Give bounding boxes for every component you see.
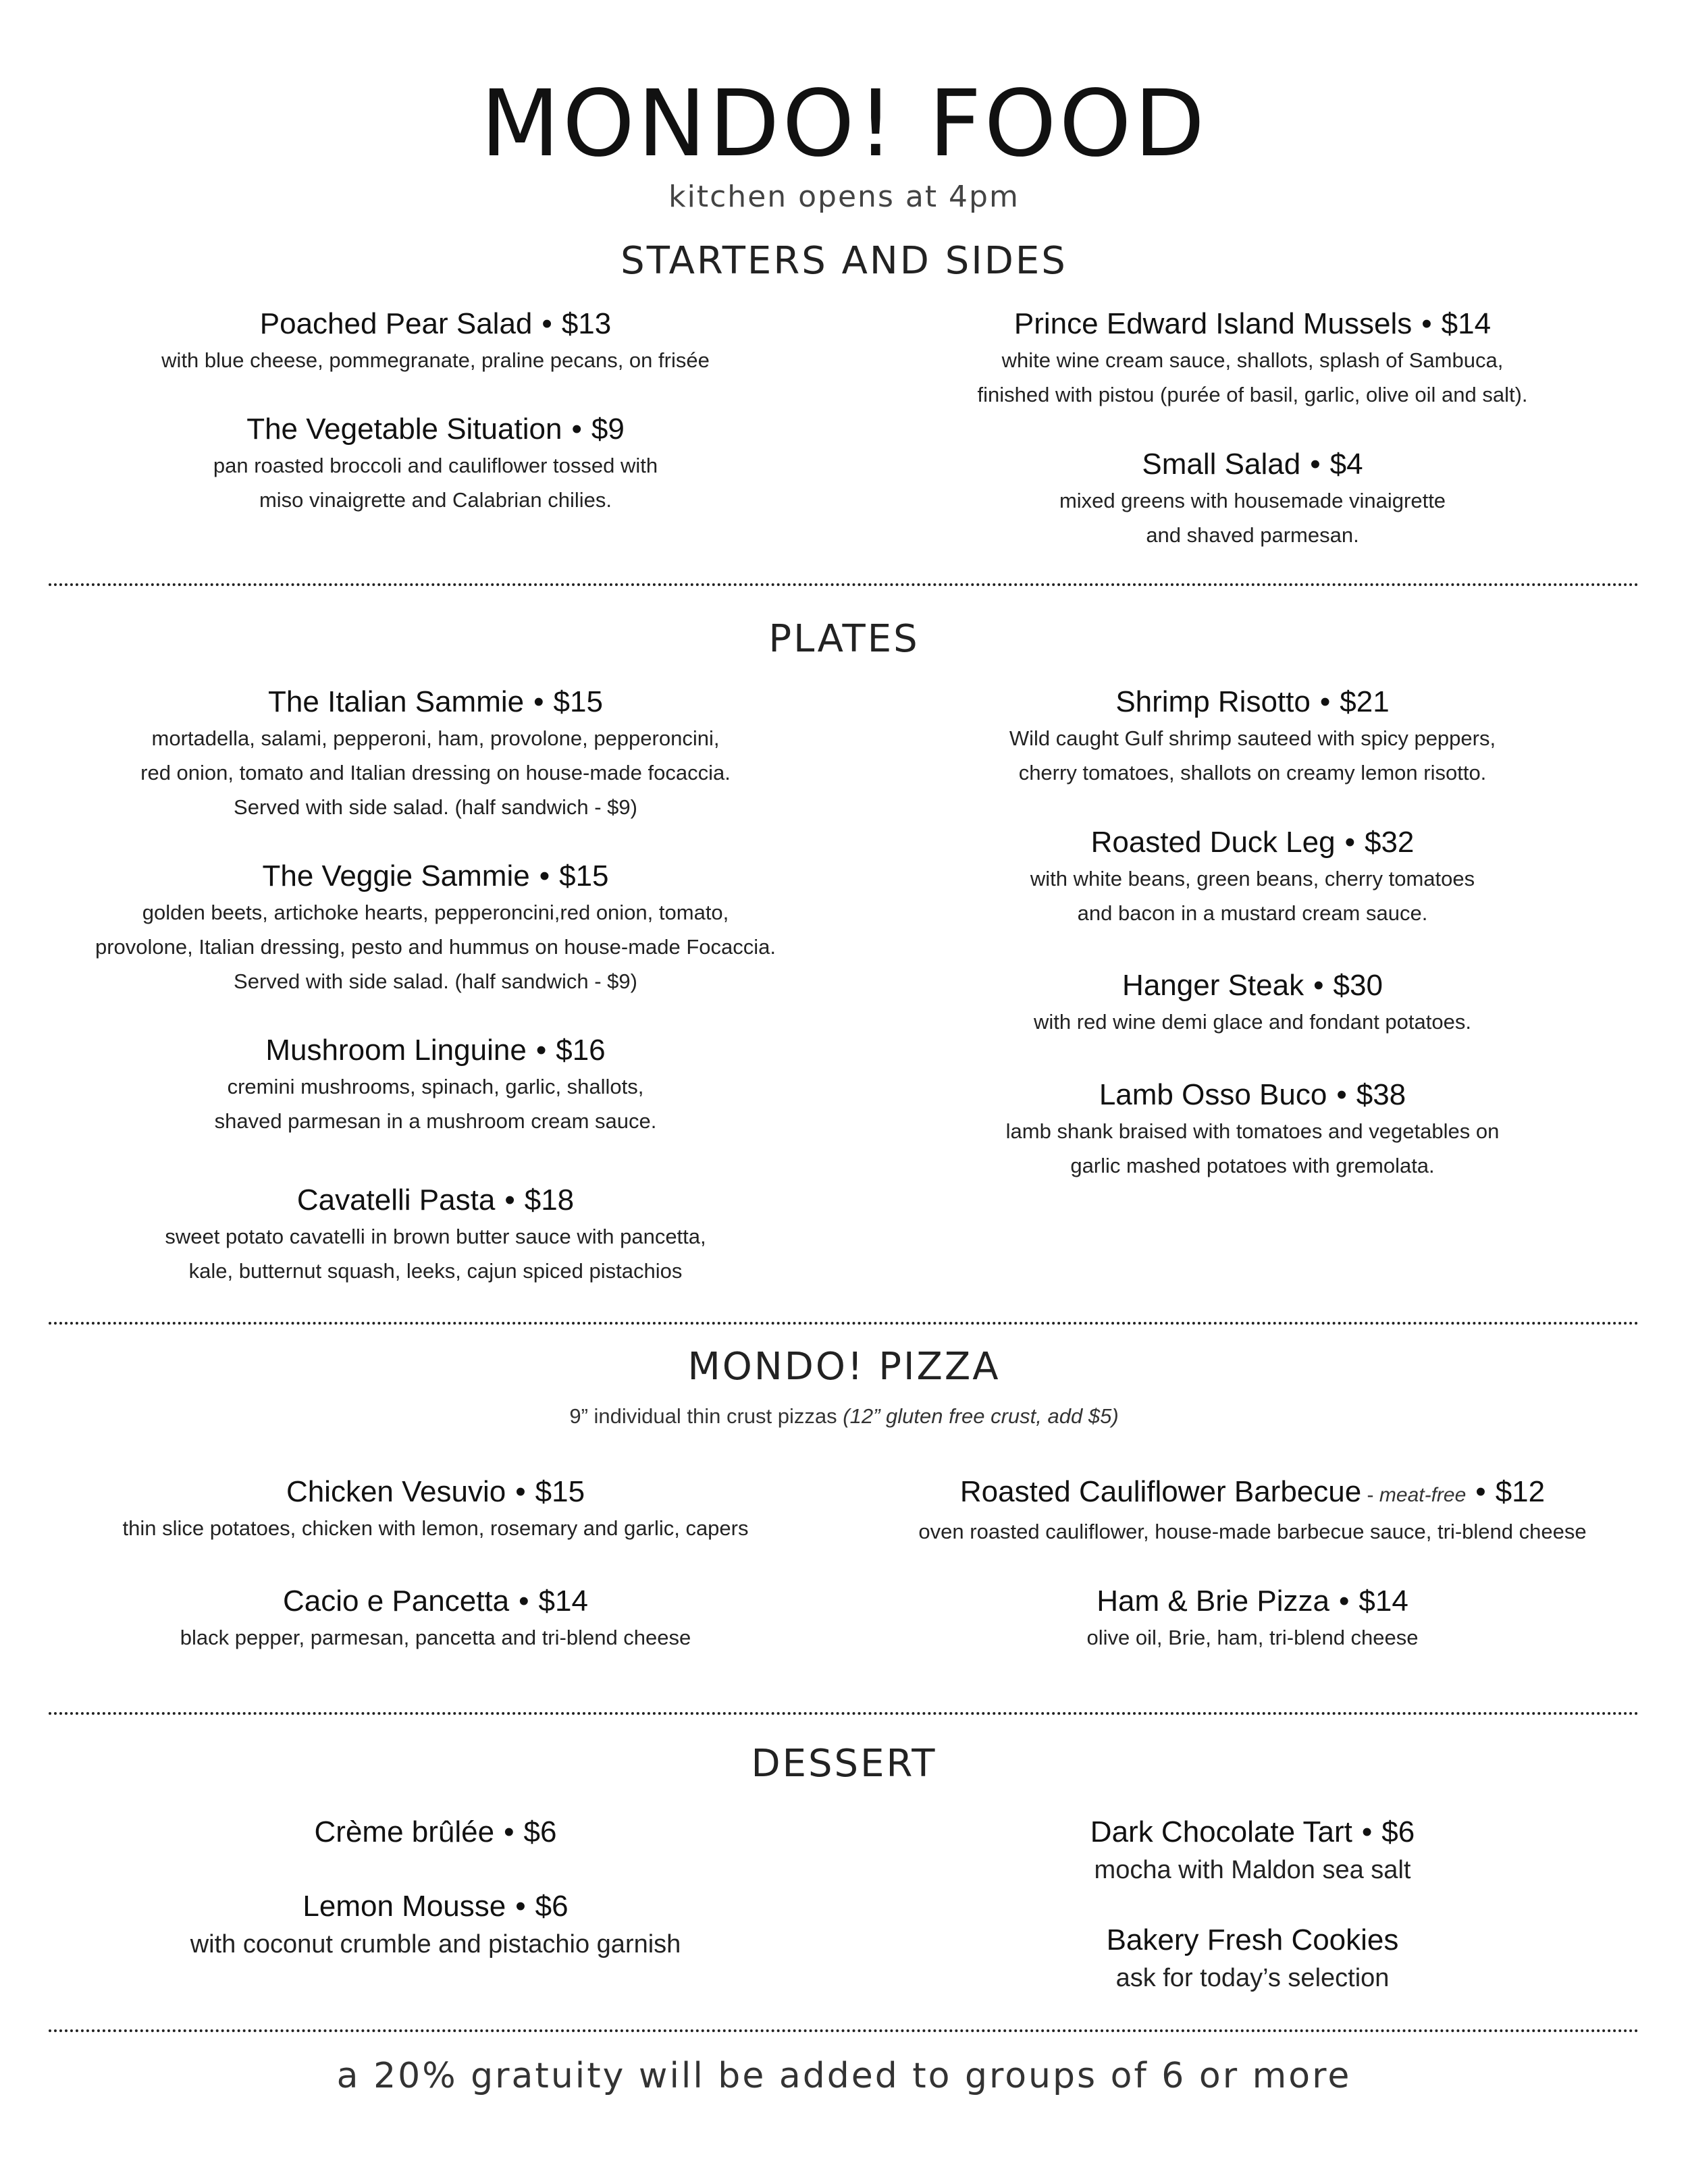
separator-dot: • — [533, 685, 544, 718]
item-name: The Italian Sammie — [268, 685, 525, 718]
item-description: Served with side salad. (half sandwich - $9) — [234, 795, 637, 819]
item-price: $15 — [535, 1475, 585, 1508]
menu-item — [37, 683, 834, 824]
item-name: The Veggie Sammie — [262, 859, 530, 893]
item-name-line — [37, 1032, 834, 1069]
item-name-line — [37, 857, 834, 895]
kitchen-hours: kitchen opens at 4pm — [668, 180, 1020, 214]
item-name-line — [854, 1582, 1651, 1620]
item-description: mixed greens with housemade vinaigrette — [1059, 489, 1446, 512]
item-description: thin slice potatoes, chicken with lemon, rosemary and garlic, capers — [122, 1516, 749, 1540]
item-name: Chicken Vesuvio — [286, 1475, 506, 1508]
item-price: $18 — [524, 1183, 575, 1217]
menu-item — [854, 446, 1651, 552]
item-description: oven roasted cauliflower, house-made barbecue sauce, tri-blend cheese — [918, 1520, 1587, 1543]
item-name-line — [854, 1813, 1651, 1851]
menu-item — [854, 1473, 1651, 1549]
item-description: red onion, tomato and Italian dressing on house-made focaccia. — [140, 761, 731, 784]
menu-item — [854, 1813, 1651, 1889]
section-title-pizza: MONDO! PIZZA — [687, 1345, 1001, 1389]
dotted-divider — [49, 1322, 1639, 1325]
menu-item — [37, 857, 834, 998]
menu-item — [37, 305, 834, 377]
item-price: $16 — [556, 1034, 606, 1067]
menu-item — [854, 1076, 1651, 1183]
item-description: ask for today’s selection — [1115, 1964, 1390, 1992]
item-price: $6 — [523, 1815, 557, 1848]
item-name-line — [37, 305, 834, 343]
menu-item — [854, 305, 1651, 412]
menu-item — [854, 967, 1651, 1039]
item-name: Roasted Cauliflower Barbecue — [959, 1475, 1362, 1508]
item-name: Bakery Fresh Cookies — [1106, 1923, 1399, 1956]
item-description: miso vinaigrette and Calabrian chilies. — [259, 488, 612, 512]
item-name: Hanger Steak — [1122, 969, 1304, 1002]
item-name: Crème brûlée — [314, 1815, 495, 1848]
item-name-line — [854, 1076, 1651, 1114]
item-description: olive oil, Brie, ham, tri-blend cheese — [1086, 1626, 1419, 1649]
item-description: lamb shank braised with tomatoes and vegetables on — [1005, 1119, 1500, 1143]
item-name-line — [37, 1888, 834, 1925]
pizza-note — [0, 1402, 1688, 1431]
item-name-line — [37, 410, 834, 448]
dotted-divider — [49, 1712, 1639, 1715]
item-price: $21 — [1340, 685, 1390, 718]
separator-dot: • — [535, 1034, 547, 1067]
separator-dot: • — [1344, 826, 1355, 859]
separator-dot: • — [571, 412, 582, 446]
restaurant-title: MONDO! FOOD — [480, 71, 1208, 178]
menu-item — [854, 1582, 1651, 1655]
menu-item — [37, 1582, 834, 1655]
section-title-plates: PLATES — [768, 617, 920, 661]
item-description: white wine cream sauce, shallots, splash of Sambuca, — [1001, 348, 1504, 372]
separator-dot: • — [519, 1584, 529, 1618]
menu-item — [37, 1032, 834, 1138]
item-name: Lamb Osso Buco — [1099, 1078, 1327, 1111]
menu-item — [37, 410, 834, 517]
gratuity-notice: a 20% gratuity will be added to groups of 6 or more — [336, 2056, 1352, 2096]
item-name: Roasted Duck Leg — [1090, 826, 1336, 859]
item-name: Ham & Brie Pizza — [1097, 1584, 1329, 1618]
item-name-line — [854, 305, 1651, 343]
separator-dot: • — [504, 1183, 515, 1217]
item-name-line — [854, 824, 1651, 861]
item-description: with red wine demi glace and fondant potatoes. — [1034, 1010, 1471, 1034]
item-description: Wild caught Gulf shrimp sauteed with spicy peppers, — [1009, 726, 1496, 750]
item-name-line — [37, 1473, 834, 1511]
item-name-line — [854, 446, 1651, 483]
item-name-line — [854, 1473, 1651, 1514]
separator-dot: • — [539, 859, 550, 893]
separator-dot: • — [1475, 1475, 1486, 1508]
item-price: $15 — [559, 859, 609, 893]
item-name: Poached Pear Salad — [259, 307, 533, 340]
item-description: kale, butternut squash, leeks, cajun spiced pistachios — [188, 1259, 683, 1283]
item-name-line — [37, 1813, 834, 1851]
item-price: $4 — [1329, 448, 1363, 481]
item-name-line — [854, 683, 1651, 721]
item-description: garlic mashed potatoes with gremolata. — [1070, 1154, 1435, 1177]
item-description: and shaved parmesan. — [1146, 523, 1359, 547]
separator-dot: • — [1319, 685, 1331, 718]
item-description: cherry tomatoes, shallots on creamy lemon risotto. — [1018, 761, 1487, 784]
menu-item — [854, 1921, 1651, 1997]
item-price: $38 — [1356, 1078, 1406, 1111]
item-description: finished with pistou (purée of basil, garlic, olive oil and salt). — [977, 383, 1528, 406]
item-name-line — [37, 1181, 834, 1219]
item-price: $14 — [1441, 307, 1492, 340]
item-qualifier: meat-free — [1379, 1484, 1467, 1506]
menu-item — [37, 1888, 834, 1963]
separator-dot: • — [515, 1890, 526, 1923]
item-description: mortadella, salami, pepperoni, ham, provolone, pepperoncini, — [151, 726, 720, 750]
menu-item — [37, 1813, 834, 1851]
item-price: $9 — [591, 412, 625, 446]
separator-dot: • — [1310, 448, 1321, 481]
item-name: Small Salad — [1142, 448, 1301, 481]
item-description: mocha with Maldon sea salt — [1094, 1856, 1411, 1884]
item-name-line — [37, 683, 834, 721]
separator-dot: • — [1338, 1584, 1350, 1618]
separator-dot: • — [1336, 1078, 1347, 1111]
item-name-line — [37, 1582, 834, 1620]
item-description: Served with side salad. (half sandwich - $9) — [234, 969, 637, 993]
item-name: Cacio e Pancetta — [283, 1584, 510, 1618]
gluten-free-note: (12” gluten free crust, add $5) — [843, 1404, 1119, 1428]
item-price: $14 — [538, 1584, 588, 1618]
item-name-line — [854, 967, 1651, 1005]
item-description: provolone, Italian dressing, pesto and hummus on house-made Focaccia. — [95, 935, 776, 959]
item-price: $6 — [535, 1890, 569, 1923]
item-name: The Vegetable Situation — [246, 412, 562, 446]
item-price: $15 — [553, 685, 603, 718]
item-name: Mushroom Linguine — [265, 1034, 527, 1067]
item-price: $32 — [1364, 826, 1415, 859]
item-description: with blue cheese, pommegranate, praline pecans, on frisée — [161, 348, 710, 372]
separator-dot: • — [1313, 969, 1324, 1002]
item-qualifier-separator: - — [1361, 1484, 1379, 1506]
item-description: and bacon in a mustard cream sauce. — [1077, 901, 1428, 925]
item-name: Lemon Mousse — [302, 1890, 506, 1923]
item-name: Prince Edward Island Mussels — [1013, 307, 1413, 340]
item-description: pan roasted broccoli and cauliflower tossed with — [213, 454, 658, 477]
separator-dot: • — [542, 307, 552, 340]
item-description: with white beans, green beans, cherry tomatoes — [1030, 867, 1475, 890]
menu-item — [854, 683, 1651, 790]
item-name: Shrimp Risotto — [1115, 685, 1311, 718]
section-title-dessert: DESSERT — [751, 1742, 937, 1786]
menu-item — [854, 824, 1651, 930]
pizza-size-note: 9” individual thin crust pizzas — [569, 1404, 837, 1428]
item-price: $30 — [1333, 969, 1383, 1002]
item-name: Cavatelli Pasta — [296, 1183, 496, 1217]
dotted-divider — [49, 583, 1639, 586]
item-price: $12 — [1495, 1475, 1546, 1508]
separator-dot: • — [515, 1475, 526, 1508]
item-price: $6 — [1381, 1815, 1415, 1848]
item-price: $14 — [1359, 1584, 1408, 1618]
item-description: shaved parmesan in a mushroom cream sauce. — [214, 1109, 657, 1133]
item-price: $13 — [561, 307, 612, 340]
item-description: sweet potato cavatelli in brown butter sauce with pancetta, — [165, 1225, 706, 1248]
item-description: cremini mushrooms, spinach, garlic, shallots, — [227, 1075, 644, 1098]
item-name: Dark Chocolate Tart — [1090, 1815, 1352, 1848]
separator-dot: • — [504, 1815, 515, 1848]
menu-item — [37, 1181, 834, 1288]
separator-dot: • — [1361, 1815, 1373, 1848]
separator-dot: • — [1421, 307, 1432, 340]
dotted-divider — [49, 2029, 1639, 2032]
menu-item — [37, 1473, 834, 1545]
item-description: golden beets, artichoke hearts, pepperoncini,red onion, tomato, — [142, 901, 729, 924]
item-description: with coconut crumble and pistachio garnish — [190, 1930, 681, 1959]
item-description: black pepper, parmesan, pancetta and tri-blend cheese — [180, 1626, 691, 1649]
section-title-starters: STARTERS AND SIDES — [621, 239, 1067, 283]
